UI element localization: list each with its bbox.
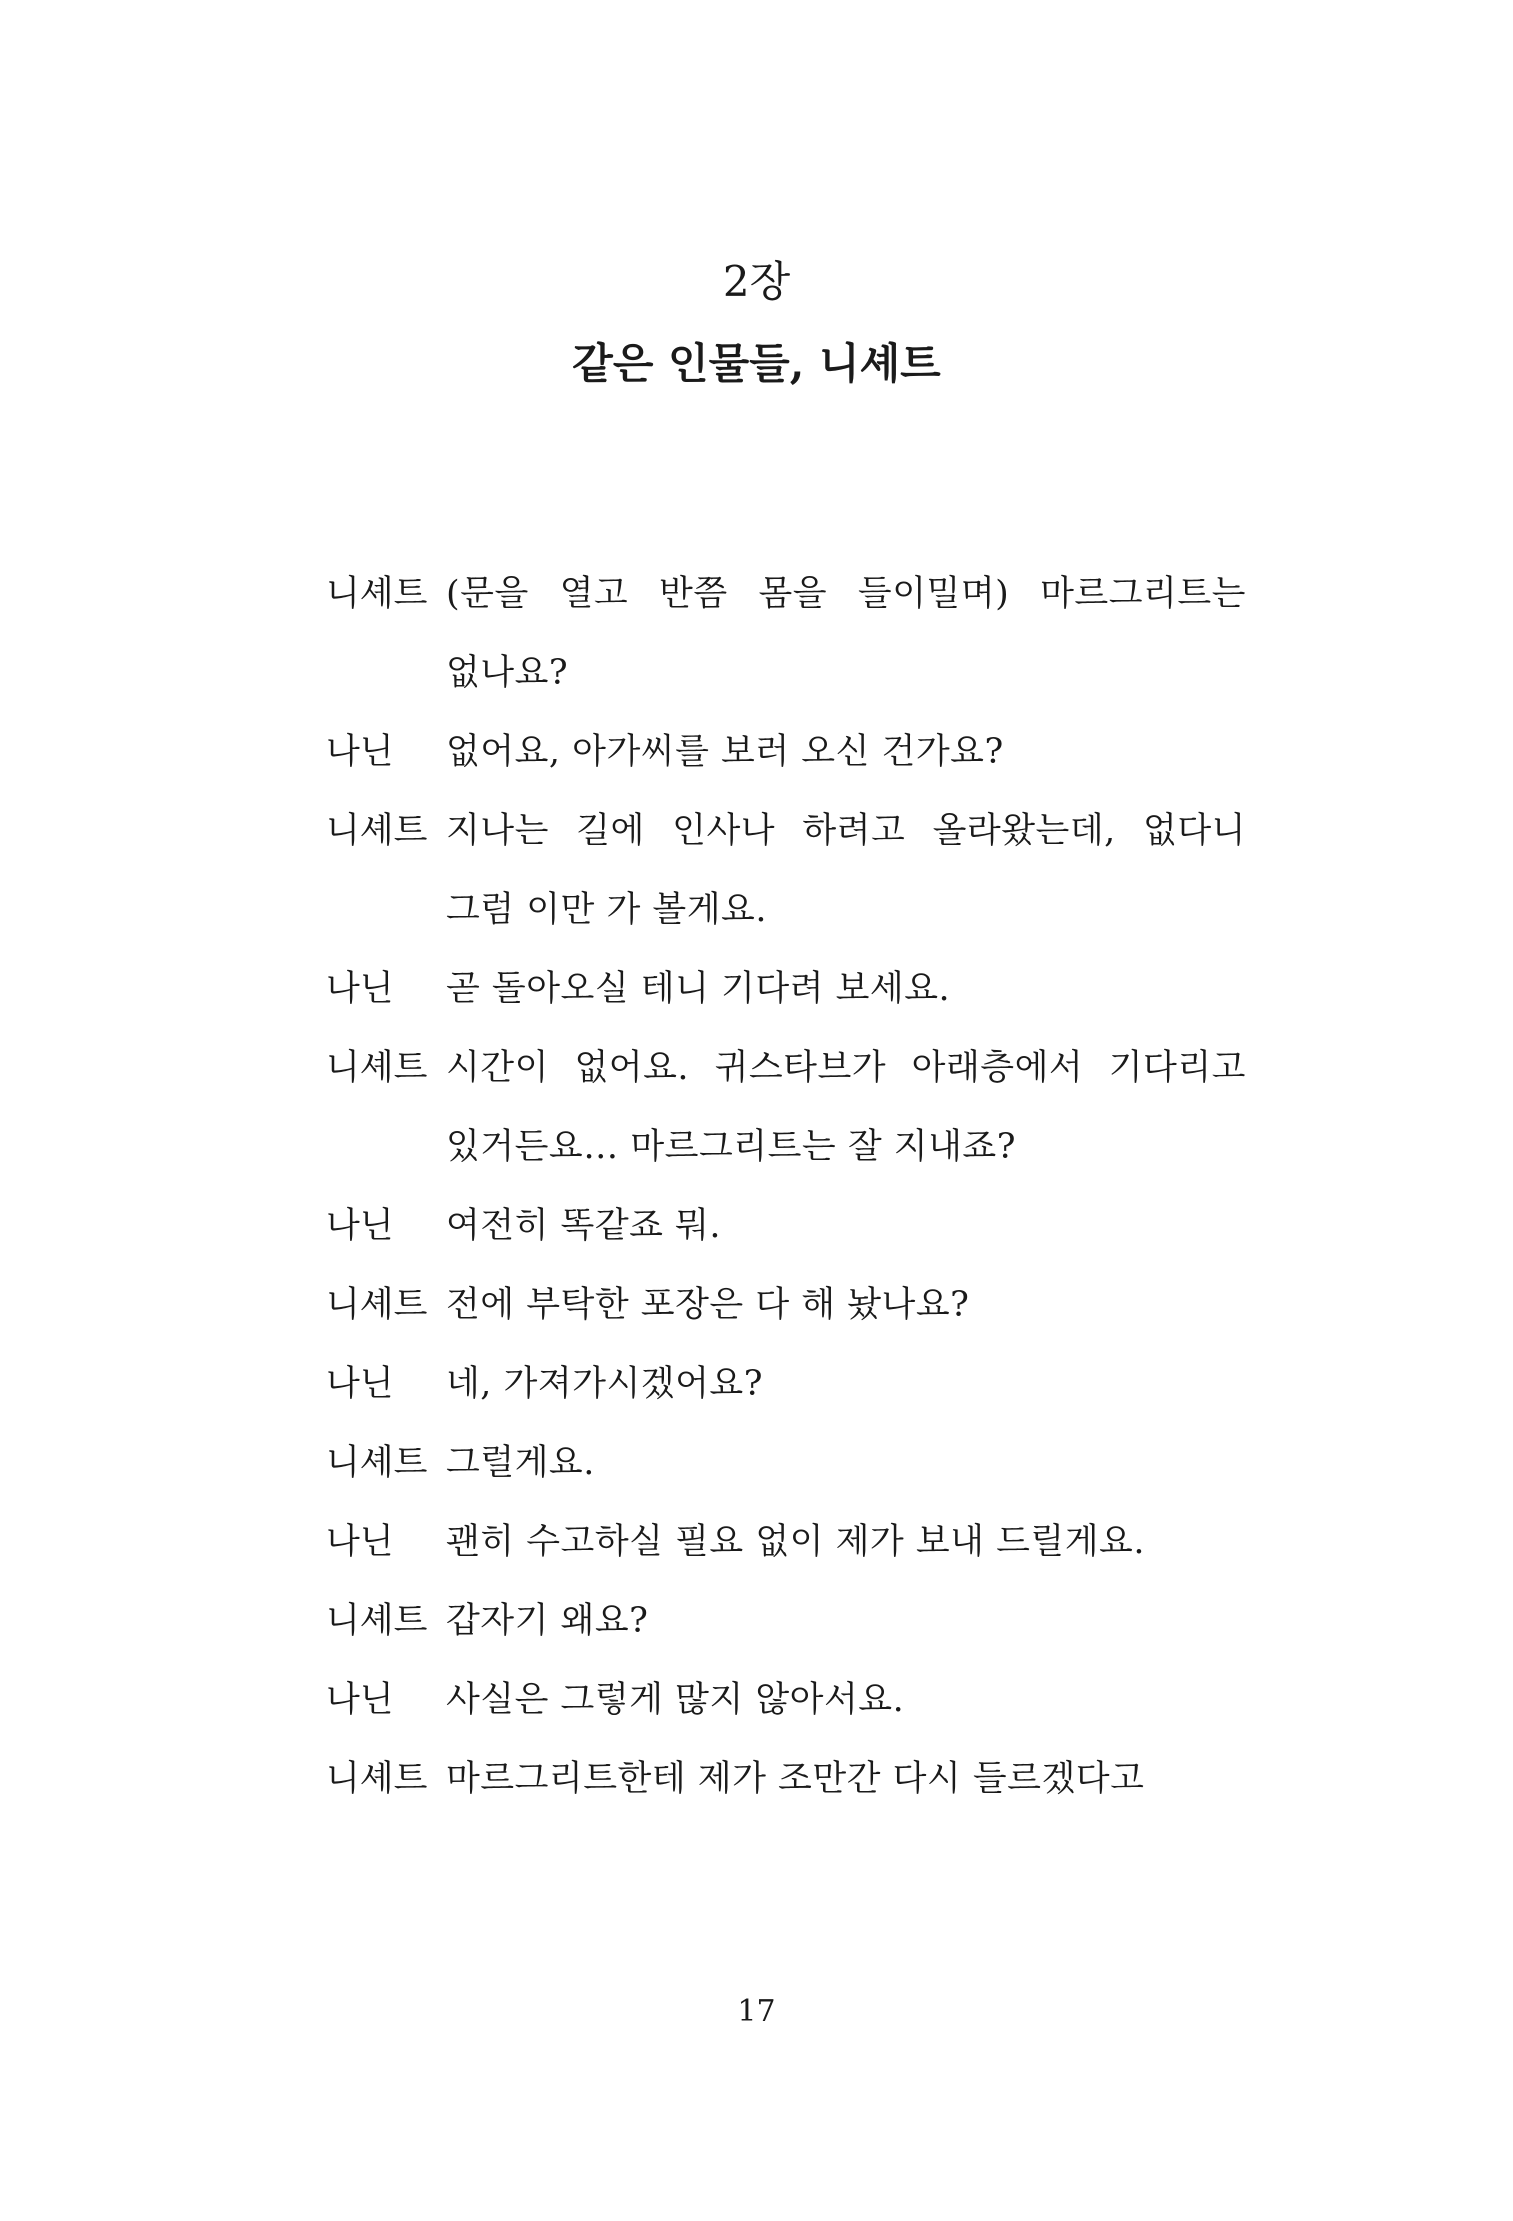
dialogue-line	[326, 1740, 1246, 1819]
chapter-title: 같은 인물들, 니셰트	[572, 339, 941, 388]
dialogue-line	[326, 555, 1246, 713]
speaker-name: 나닌	[326, 1522, 394, 1562]
dialogue-text: 네, 가져가시겠어요?	[446, 1364, 763, 1404]
speaker-name: 나닌	[326, 1206, 394, 1246]
dialogue-block	[326, 555, 1246, 1819]
dialogue-line	[326, 1424, 1246, 1503]
dialogue-line	[326, 1582, 1246, 1661]
dialogue-line	[326, 1661, 1246, 1740]
dialogue-text: 그럴게요.	[446, 1443, 595, 1483]
speaker-name: 니셰트	[326, 1048, 428, 1088]
speaker-name: 나닌	[326, 1364, 394, 1404]
dialogue-line	[326, 950, 1246, 1029]
speaker-name: 니셰트	[326, 574, 428, 614]
speaker-name: 니셰트	[326, 1285, 428, 1325]
dialogue-line	[326, 792, 1246, 950]
page-number: 17	[737, 1994, 776, 2029]
dialogue-line	[326, 713, 1246, 792]
dialogue-line	[326, 1503, 1246, 1582]
dialogue-line	[326, 1266, 1246, 1345]
dialogue-line	[326, 1029, 1246, 1187]
dialogue-text: 갑자기 왜요?	[446, 1601, 649, 1641]
chapter-number: 2장	[722, 257, 791, 306]
dialogue-text: 지나는 길에 인사나 하려고 올라왔는데, 없다니 그럼 이만 가 볼게요.	[446, 811, 1246, 930]
dialogue-text: 여전히 똑같죠 뭐.	[446, 1206, 722, 1246]
dialogue-line	[326, 1345, 1246, 1424]
dialogue-text: (문을 열고 반쯤 몸을 들이밀며) 마르그리트는 없나요?	[446, 574, 1246, 693]
dialogue-text: 시간이 없어요. 귀스타브가 아래층에서 기다리고 있거든요… 마르그리트는 잘 지내죠?	[446, 1048, 1246, 1167]
speaker-name: 나닌	[326, 732, 394, 772]
speaker-name: 나닌	[326, 1680, 394, 1720]
dialogue-text: 없어요, 아가씨를 보러 오신 건가요?	[446, 732, 1004, 772]
speaker-name: 나닌	[326, 969, 394, 1009]
dialogue-text: 곧 돌아오실 테니 기다려 보세요.	[446, 969, 951, 1009]
speaker-name: 니셰트	[326, 1443, 428, 1483]
speaker-name: 니셰트	[326, 811, 428, 851]
dialogue-text: 사실은 그렇게 많지 않아서요.	[446, 1680, 905, 1720]
dialogue-line	[326, 1187, 1246, 1266]
speaker-name: 니셰트	[326, 1601, 428, 1641]
dialogue-text: 괜히 수고하실 필요 없이 제가 보내 드릴게요.	[446, 1522, 1145, 1562]
dialogue-text: 전에 부탁한 포장은 다 해 놨나요?	[446, 1285, 970, 1325]
dialogue-text: 마르그리트한테 제가 조만간 다시 들르겠다고	[446, 1759, 1145, 1799]
speaker-name: 니셰트	[326, 1759, 428, 1799]
